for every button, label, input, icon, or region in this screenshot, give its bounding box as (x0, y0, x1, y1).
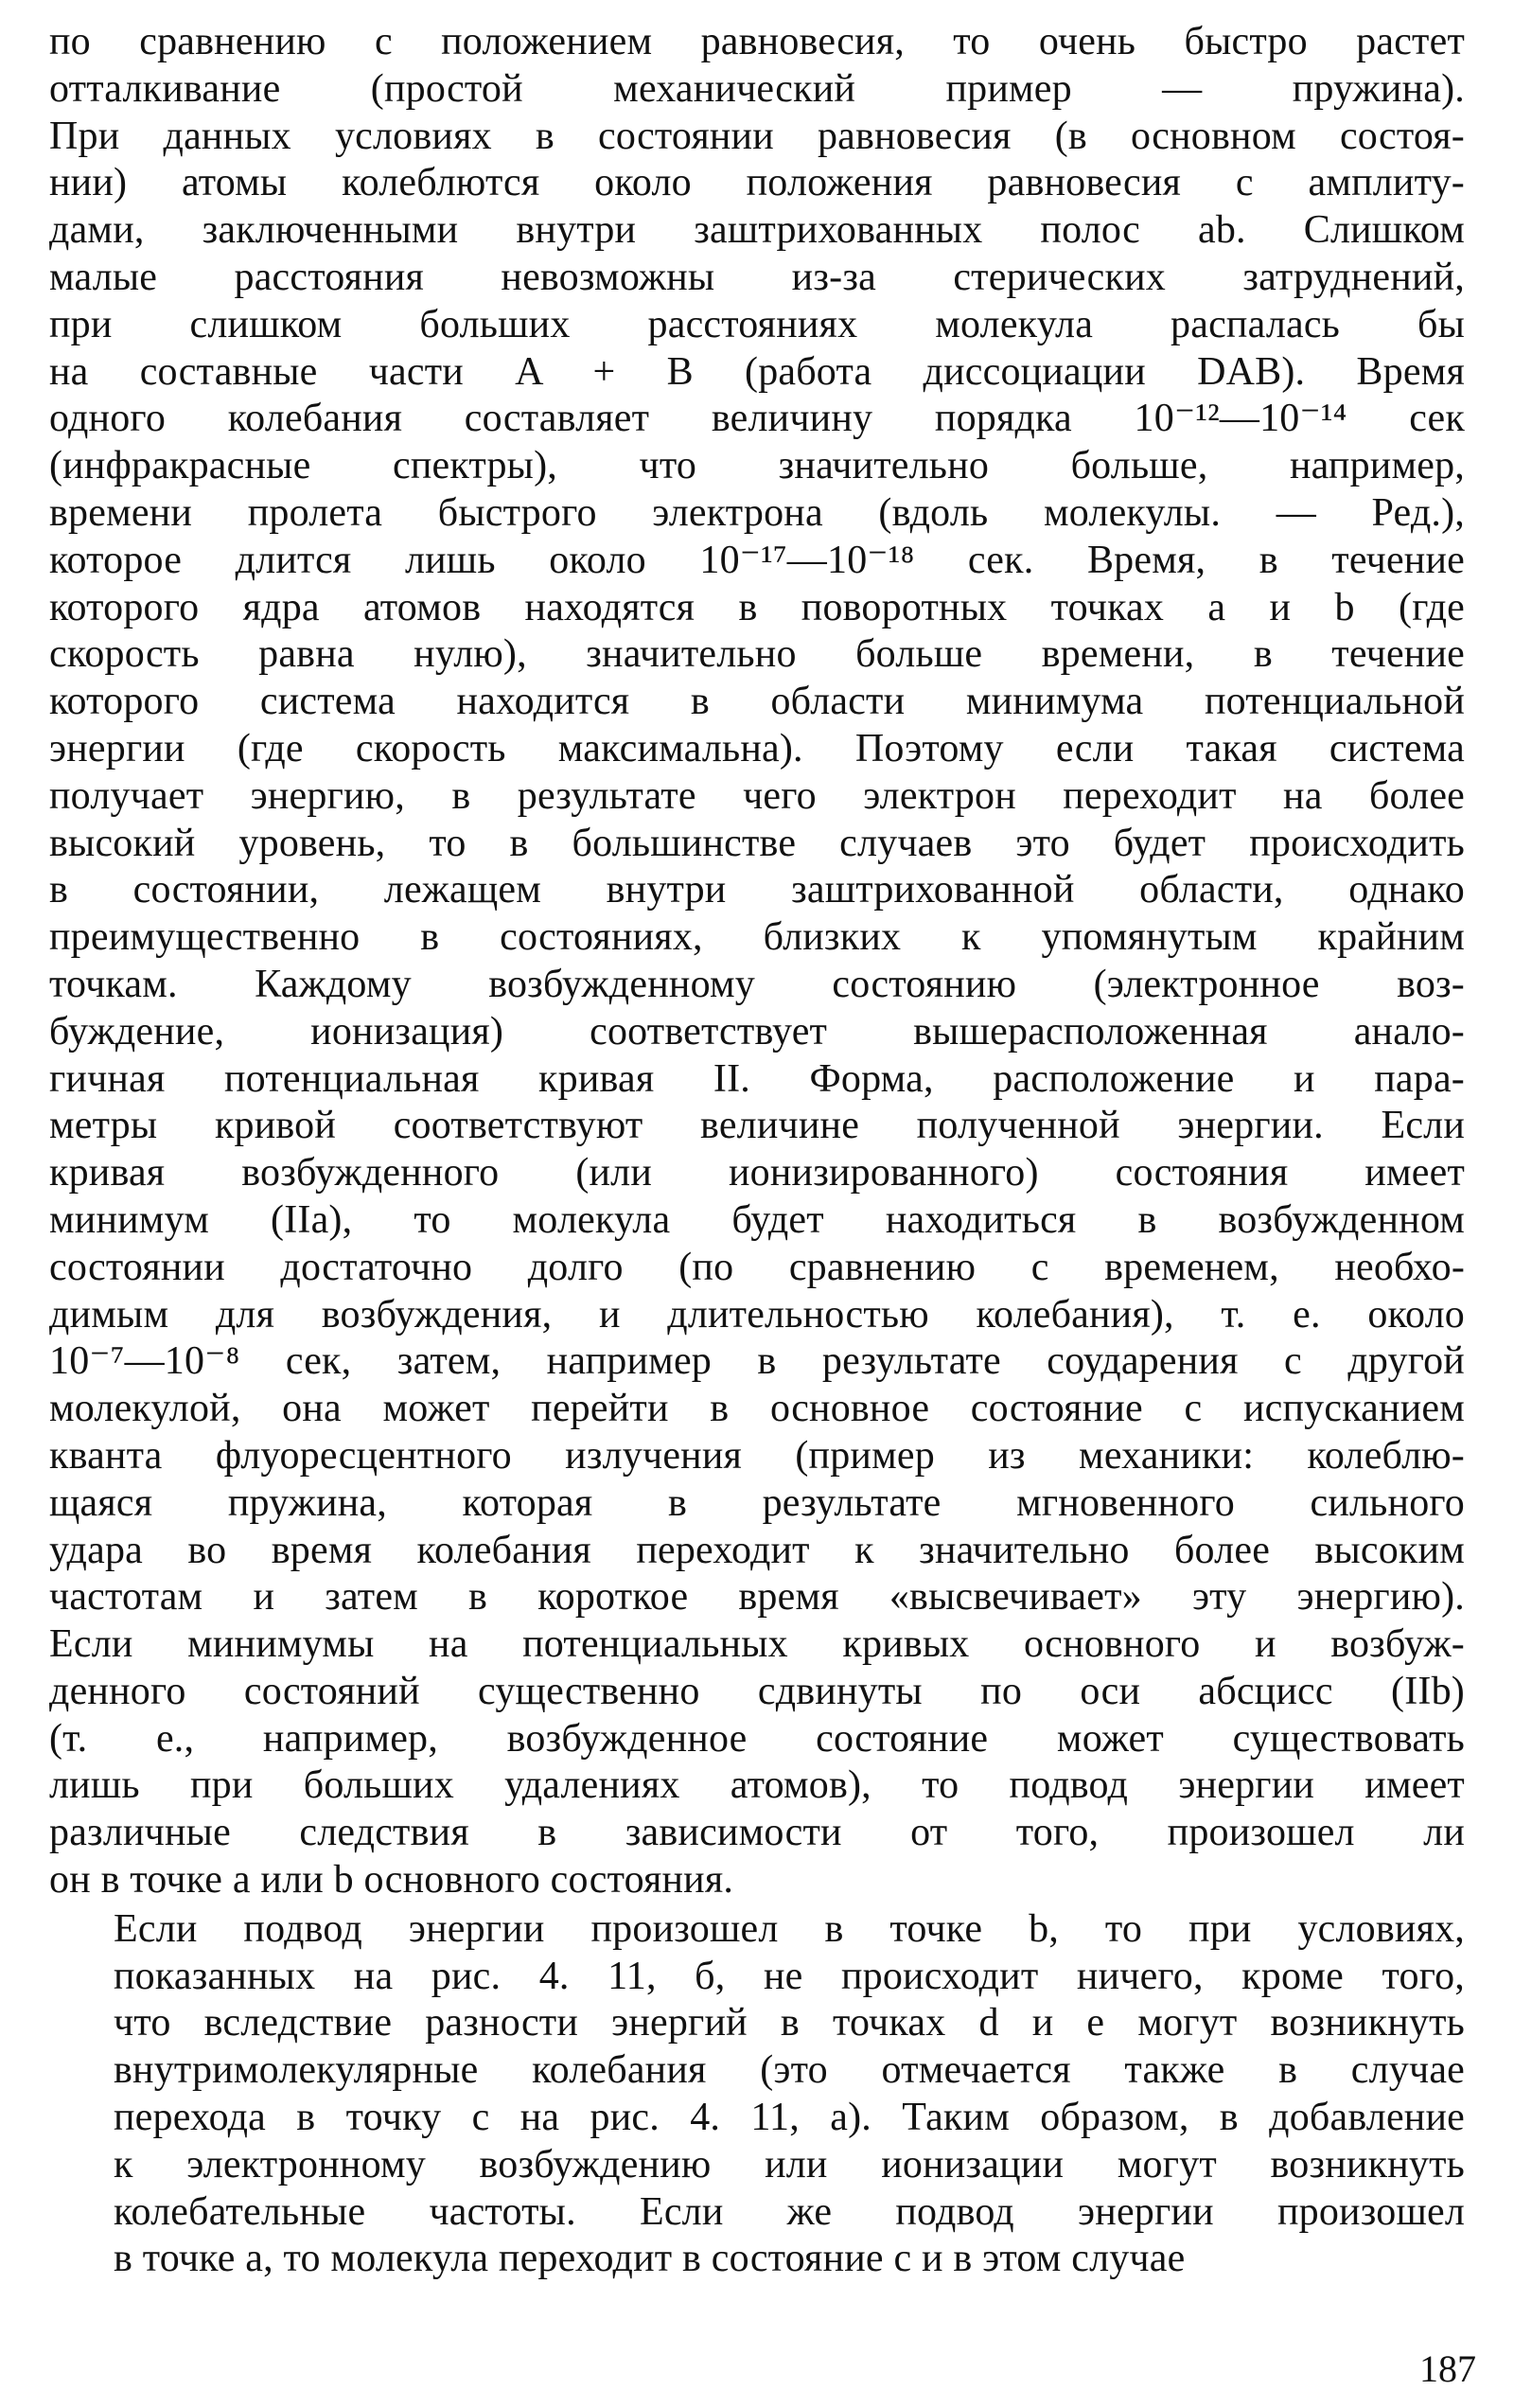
text-line: высокий уровень, то в большинстве случаев это будет происходить (49, 821, 1465, 865)
text-line: скорость равна нулю), значительно больше времени, в течение (49, 632, 1465, 677)
text-line: преимущественно в состояниях, близких к упомянутым крайним (49, 915, 1465, 960)
text-line: кванта флуоресцентного излучения (пример из механики: колеблю- (49, 1433, 1465, 1478)
text-line: молекулой, она может перейти в основное состояние с испусканием (49, 1387, 1465, 1431)
text-line: кривая возбужденного (или ионизированного) состояния имеет (49, 1151, 1465, 1195)
text-line: При данных условиях в состоянии равновесия (в основном состоя- (49, 114, 1465, 158)
text-line: показанных на рис. 4. 11, б, не происходит ничего, кроме того, (114, 1954, 1465, 1998)
text-line: которого ядра атомов находятся в поворотных точках a и b (где (49, 585, 1465, 629)
paragraph-1 (49, 19, 1465, 1904)
text-line: буждение, ионизация) соответствует вышерасположенная анало- (49, 1009, 1465, 1054)
text-line: удара во время колебания переходит к значительно более высоким (49, 1528, 1465, 1572)
text-line: в состоянии, лежащем внутри заштрихованной области, однако (49, 868, 1465, 912)
text-line: одного колебания составляет величину порядка 10⁻¹²—10⁻¹⁴ сек (49, 397, 1465, 441)
text-line: минимум (IIa), то молекула будет находиться в возбужденном (49, 1197, 1465, 1242)
text-line: точкам. Каждому возбужденному состоянию (электронное воз- (49, 962, 1465, 1006)
text-line: по сравнению с положением равновесия, то очень быстро растет (49, 20, 1465, 63)
text-line: гичная потенциальная кривая II. Форма, расположение и пара- (49, 1056, 1465, 1101)
text-line: что вследствие разности энергий в точках d и e могут возникнуть (114, 2001, 1465, 2045)
text-line: различные следствия в зависимости от того, произошел ли (49, 1811, 1465, 1855)
text-line: в точке a, то молекула переходит в состояние c и в этом случае (114, 2237, 1186, 2281)
text-line: 10⁻⁷—10⁻⁸ сек, затем, например в результате соударения с другой (49, 1339, 1465, 1384)
page-body (49, 19, 1465, 2283)
text-line: он в точке a или b основного состояния. (49, 1858, 734, 1903)
text-line: получает энергию, в результате чего электрон переходит на более (49, 773, 1465, 818)
text-line: состоянии достаточно долго (по сравнению с временем, необхо- (49, 1245, 1465, 1289)
text-line: к электронному возбуждению или ионизации могут возникнуть (114, 2142, 1465, 2187)
text-line: лишь при больших удалениях атомов), то подвод энергии имеет (49, 1763, 1465, 1808)
text-line: времени пролета быстрого электрона (вдоль молекулы. — Ред.), (49, 490, 1465, 535)
text-line: (инфракрасные спектры), что значительно больше, например, (49, 444, 1465, 488)
text-line: энергии (где скорость максимальна). Поэтому если такая система (49, 726, 1465, 770)
text-line: Если минимумы на потенциальных кривых основного и возбуж- (49, 1622, 1465, 1667)
text-line: частотам и затем в короткое время «высвечивает» эту энергию). (49, 1575, 1465, 1620)
text-line: денного состояний существенно сдвинуты по оси абсцисс (IIb) (49, 1669, 1465, 1713)
text-line: Если подвод энергии произошел в точке b, то при условиях, (114, 1906, 1465, 1951)
text-line: димым для возбуждения, и длительностью колебания), т. е. около (49, 1292, 1465, 1337)
paragraph-2 (49, 1906, 1465, 2283)
page-number: 187 (1419, 2347, 1476, 2390)
text-line: (т. е., например, возбужденное состояние может существовать (49, 1716, 1465, 1761)
text-line: которого система находится в области минимума потенциальной (49, 680, 1465, 724)
text-line: которое длится лишь около 10⁻¹⁷—10⁻¹⁸ сек. Время, в течение (49, 538, 1465, 582)
text-line: перехода в точку c на рис. 4. 11, a). Таким образом, в добавление (114, 2096, 1465, 2140)
text-line: нии) атомы колеблются около положения равновесия с амплиту- (49, 161, 1465, 205)
text-line: метры кривой соответствуют величине полученной энергии. Если (49, 1104, 1465, 1148)
text-line: при слишком больших расстояниях молекула распалась бы (49, 302, 1465, 346)
text-line: щаяся пружина, которая в результате мгновенного сильного (49, 1480, 1465, 1525)
text-line: отталкивание (простой механический пример — пружина). (49, 66, 1465, 111)
text-line: на составные части A + B (работа диссоциации DAB). Время (49, 349, 1465, 394)
text-line: колебательные частоты. Если же подвод энергии произошел (114, 2189, 1465, 2234)
text-line: дами, заключенными внутри заштрихованных полос ab. Слишком (49, 208, 1465, 253)
text-line: внутримолекулярные колебания (это отмечается также в случае (114, 2048, 1465, 2093)
text-line: малые расстояния невозможны из-за стерических затруднений, (49, 255, 1465, 299)
